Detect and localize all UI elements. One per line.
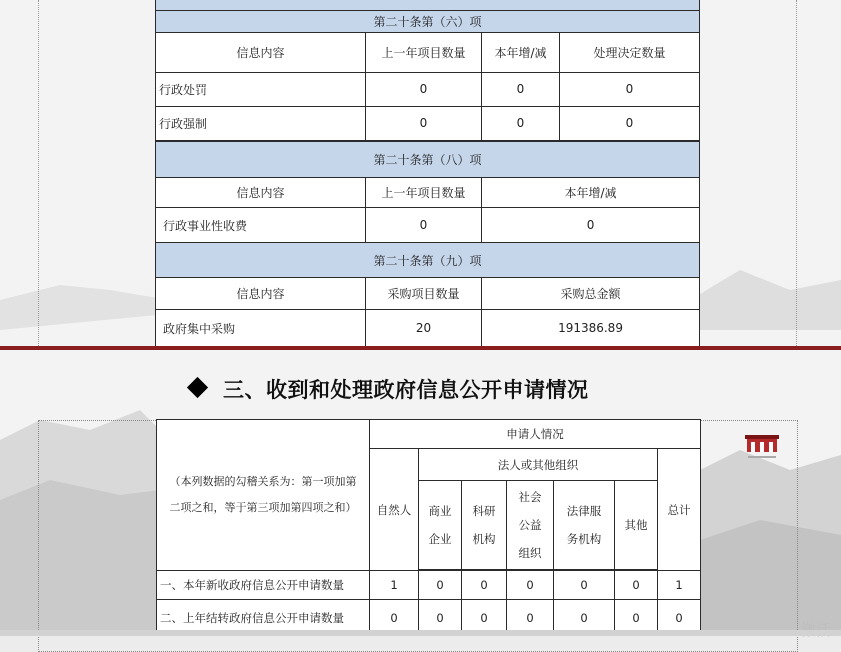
cell-value: 0 <box>658 600 701 636</box>
col-header: 采购项目数量 <box>366 278 482 310</box>
cell-value: 0 <box>419 600 462 636</box>
cell-value: 0 <box>482 106 560 140</box>
sub-header-public-welfare: 社会 公益 组织 <box>507 481 554 570</box>
col-header: 上一年项目数量 <box>366 178 482 208</box>
cell-value: 0 <box>366 208 482 243</box>
cell-value: 1 <box>370 571 419 600</box>
page-border-right <box>796 0 797 346</box>
cell-value: 0 <box>560 106 700 140</box>
section-title: 第二十条第（八）项 <box>156 142 700 178</box>
col-header: 信息内容 <box>156 278 366 310</box>
cell-value: 0 <box>507 600 554 636</box>
sub-header-legal-service: 法律服 务机构 <box>554 481 615 570</box>
note-cell <box>157 420 370 571</box>
diamond-bullet-icon <box>187 377 208 398</box>
emblem-logo <box>744 432 780 462</box>
cell-value: 0 <box>366 72 482 106</box>
cell-value: 0 <box>462 600 507 636</box>
page-border-left <box>38 0 39 346</box>
sub-header-other: 其他 <box>615 481 658 570</box>
row-label: 行政处罚 <box>156 72 366 106</box>
table-article20-8 <box>155 141 700 243</box>
note-line-1: （本列数据的勾稽关系为：第一项加第 <box>169 475 357 488</box>
row-label: 一、本年新收政府信息公开申请数量 <box>157 571 370 600</box>
cell-value: 191386.89 <box>482 310 700 347</box>
cell-value: 0 <box>507 571 554 600</box>
col-header: 信息内容 <box>156 32 366 72</box>
applicant-header: 申请人情况 <box>370 420 701 449</box>
slide-divider <box>0 346 841 350</box>
row-label: 二、上年结转政府信息公开申请数量 <box>157 600 370 636</box>
cell-value: 1 <box>658 571 701 600</box>
note-line-2: 二项之和，等于第三项加第四项之和） <box>169 501 357 514</box>
section-heading <box>190 374 589 404</box>
row-label: 行政事业性收费 <box>156 208 366 243</box>
section-heading-text: 三、收到和处理政府信息公开申请情况 <box>223 378 589 402</box>
sub-header-research: 科研 机构 <box>462 481 507 570</box>
cell-value: 0 <box>554 600 615 636</box>
section-title: 第二十条第（六）项 <box>156 10 700 32</box>
cell-value: 0 <box>615 571 658 600</box>
cell-value: 20 <box>366 310 482 347</box>
row-label: 政府集中采购 <box>156 310 366 347</box>
col-header: 本年增/减 <box>482 178 700 208</box>
cell-value: 0 <box>419 571 462 600</box>
cell-value: 0 <box>560 72 700 106</box>
col-header: 信息内容 <box>156 178 366 208</box>
row-label: 行政强制 <box>156 106 366 140</box>
col-header: 本年增/减 <box>482 32 560 72</box>
table-article20-9 <box>155 242 700 347</box>
col-header: 采购总金额 <box>482 278 700 310</box>
bottom-bar <box>0 630 841 636</box>
col-header: 上一年项目数量 <box>366 32 482 72</box>
natural-person-header: 自然人 <box>370 449 419 571</box>
cell-value: 0 <box>370 600 419 636</box>
legal-group-header: 法人或其他组织 <box>419 449 658 481</box>
col-header: 处理决定数量 <box>560 32 700 72</box>
cell-value: 0 <box>482 208 700 243</box>
section-title: 第二十条第（九）项 <box>156 243 700 278</box>
sub-header-business: 商业 企业 <box>419 481 462 570</box>
cell-value: 0 <box>482 72 560 106</box>
cell-value: 0 <box>462 571 507 600</box>
table-disclosure-requests <box>156 419 701 636</box>
cell-value: 0 <box>615 600 658 636</box>
cell-value: 0 <box>554 571 615 600</box>
cell-value: 0 <box>366 106 482 140</box>
total-header: 总计 <box>658 449 701 571</box>
table-article20-6 <box>155 0 700 141</box>
